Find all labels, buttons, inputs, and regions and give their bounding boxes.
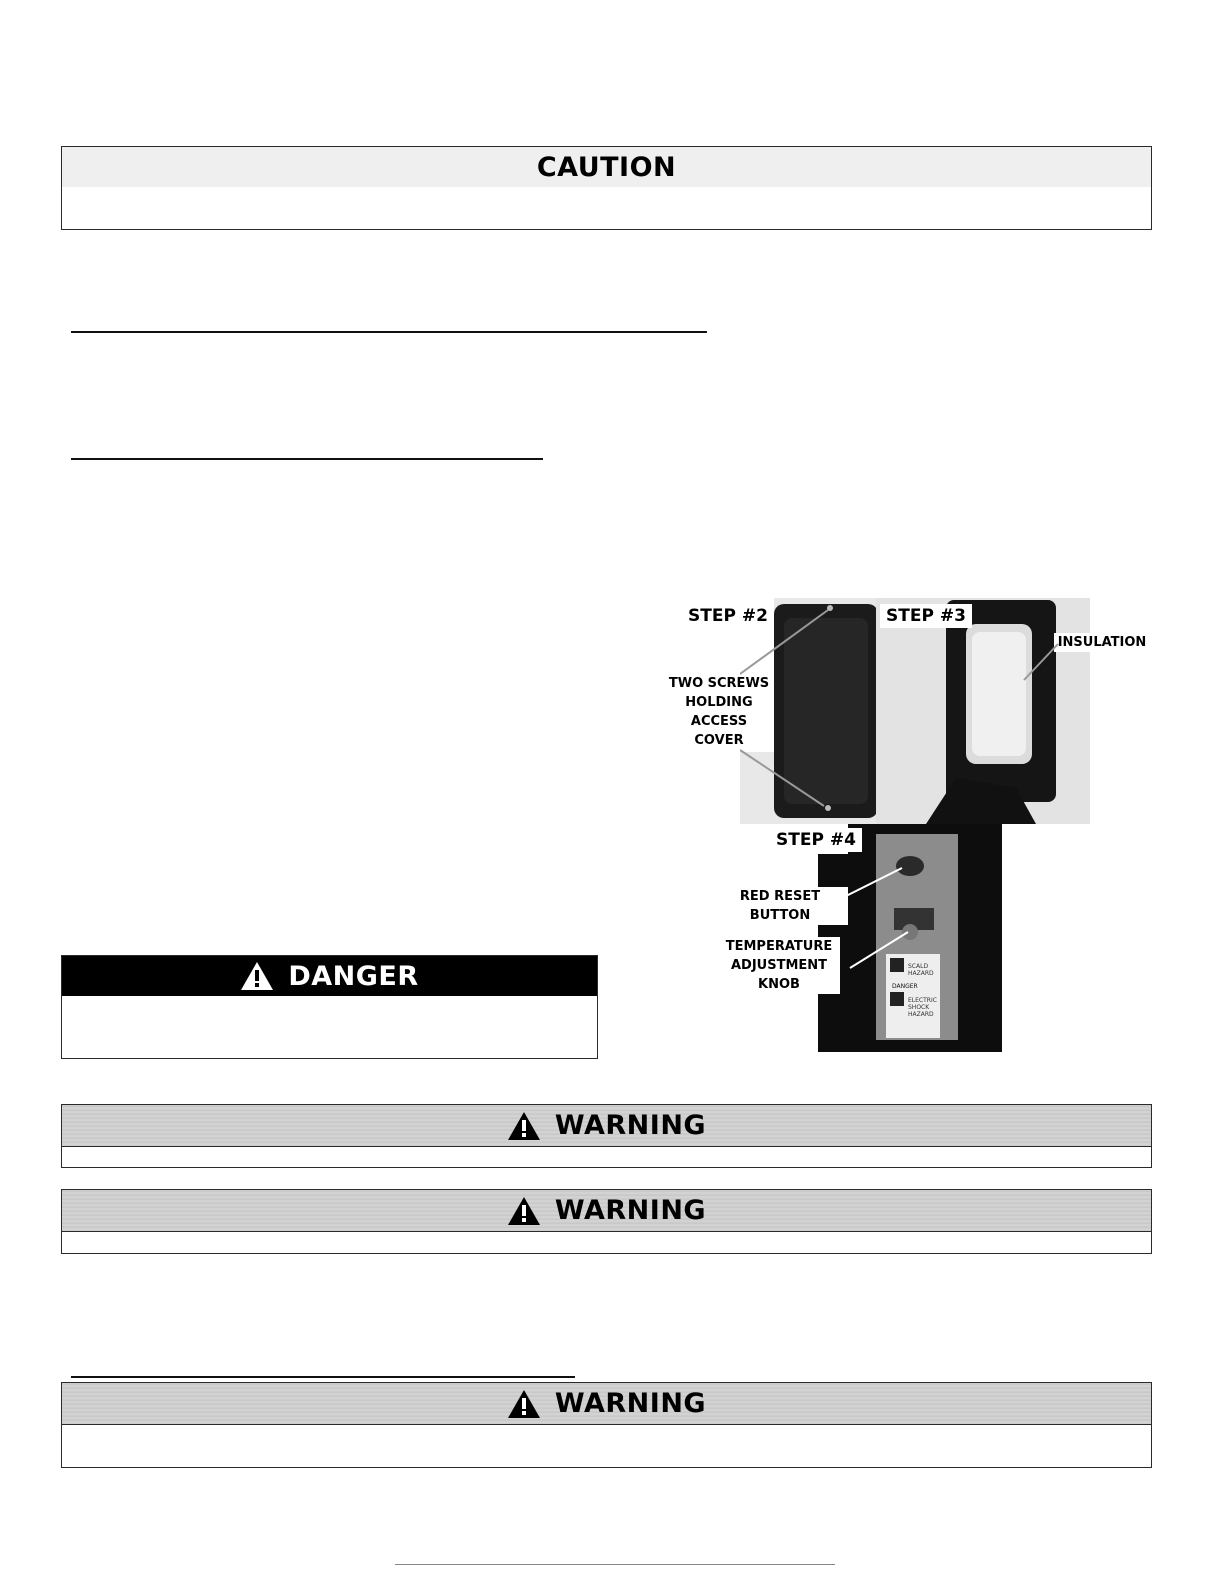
danger-box bbox=[61, 955, 598, 1059]
caution-box bbox=[61, 146, 1152, 230]
decal-scald-line1: SCALD bbox=[908, 963, 929, 970]
decal-danger: DANGER bbox=[892, 983, 918, 990]
danger-header bbox=[62, 956, 597, 996]
screws-pointer-lines bbox=[740, 598, 840, 824]
warning-triangle-icon bbox=[507, 1196, 541, 1226]
warning-triangle-icon bbox=[507, 1389, 541, 1419]
step3-label: STEP #3 bbox=[880, 604, 972, 628]
step4-pointer-lines bbox=[840, 860, 920, 970]
danger-title: DANGER bbox=[288, 960, 419, 992]
screws-label: TWO SCREWS HOLDING ACCESS COVER bbox=[668, 676, 770, 748]
warning-header-2 bbox=[62, 1190, 1151, 1232]
step3-photo bbox=[876, 598, 1090, 824]
decal-shock-line3: HAZARD bbox=[908, 1011, 934, 1018]
caution-header bbox=[62, 147, 1151, 187]
warning-title-1: WARNING bbox=[554, 1110, 707, 1141]
warning-title-2: WARNING bbox=[554, 1195, 707, 1226]
warning-box-3 bbox=[61, 1382, 1152, 1468]
decal-scald-line2: HAZARD bbox=[908, 970, 934, 977]
section-heading-rule-3 bbox=[71, 1376, 575, 1378]
warning-box-1 bbox=[61, 1104, 1152, 1168]
warning-header-3 bbox=[62, 1383, 1151, 1425]
warning-box-2 bbox=[61, 1189, 1152, 1254]
footer-rule bbox=[395, 1564, 835, 1565]
warning-header-1 bbox=[62, 1105, 1151, 1147]
section-heading-rule-1 bbox=[71, 331, 707, 333]
step3-insulation-image bbox=[876, 598, 1090, 824]
warning-triangle-icon bbox=[240, 961, 274, 991]
insulation-label: INSULATION bbox=[1054, 633, 1150, 652]
reset-label: RED RESET BUTTON bbox=[712, 887, 848, 925]
knob-label: TEMPERATURE ADJUSTMENT KNOB bbox=[718, 937, 840, 994]
step2-label: STEP #2 bbox=[682, 604, 774, 628]
section-heading-rule-2 bbox=[71, 458, 543, 460]
warning-triangle-icon bbox=[507, 1111, 541, 1141]
decal-shock-line2: SHOCK bbox=[908, 1004, 930, 1011]
insulation-pointer-line bbox=[1010, 640, 1070, 700]
step4-label: STEP #4 bbox=[770, 828, 862, 852]
warning-title-3: WARNING bbox=[554, 1388, 707, 1419]
decal-shock-line1: ELECTRIC bbox=[908, 997, 937, 1004]
caution-title: CAUTION bbox=[536, 151, 677, 183]
